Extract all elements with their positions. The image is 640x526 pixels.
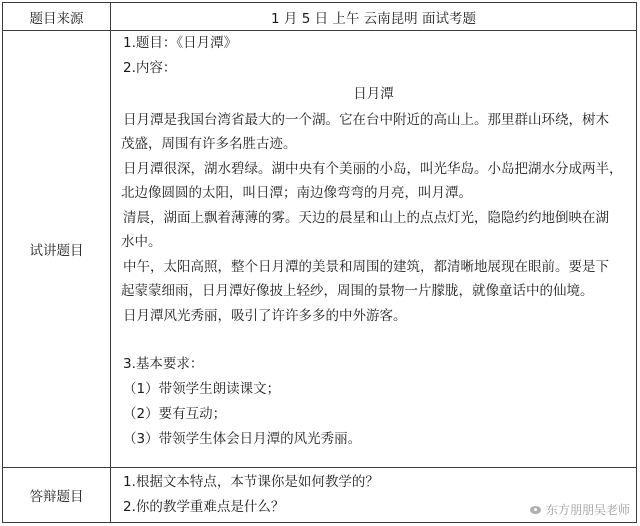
defense-question: 2.你的教学重难点是什么？ <box>123 498 285 515</box>
passage-line: 茂盛，周围有许多名胜古迹。 <box>121 136 297 153</box>
requirement-item: （1）带领学生朗读课文； <box>123 381 281 398</box>
passage-line: 中午，太阳高照，整个日月潭的美景和周围的建筑，都清晰地展现在眼前。要是下 <box>123 259 609 276</box>
source-label: 题目来源 <box>3 3 111 31</box>
passage-line: 日月潭风光秀丽，吸引了许许多多的中外游客。 <box>123 308 407 325</box>
requirement-item: （2）要有互动； <box>123 406 227 423</box>
content-heading: 2.内容： <box>123 60 177 77</box>
passage-title: 日月潭 <box>353 86 394 103</box>
topic-line: 1.题目：《日月潭》 <box>123 35 238 52</box>
watermark-text: 东方朋朋吴老师 <box>545 503 630 517</box>
passage-line: 日月潭是我国台湾省最大的一个湖。它在台中附近的高山上。那里群山环绕，树木 <box>123 112 609 129</box>
passage-line: 日月潭很深，湖水碧绿。湖中央有个美丽的小岛，叫光华岛。小岛把湖水分成两半， <box>123 161 623 178</box>
teaching-content-cell <box>111 31 637 468</box>
defense-question: 1.根据文本特点，本节课你是如何教学的？ <box>123 473 379 490</box>
passage-line: 清晨，湖面上飘着薄薄的雾。天边的晨星和山上的点点灯光，隐隐约约地倒映在湖 <box>123 210 609 227</box>
passage-line: 水中。 <box>121 234 162 251</box>
watermark <box>529 501 630 518</box>
requirement-item: （3）带领学生体会日月潭的风光秀丽。 <box>123 431 362 448</box>
teaching-label: 试讲题目 <box>3 31 111 468</box>
defense-row <box>3 467 637 522</box>
header-row <box>3 3 637 31</box>
passage-line: 起蒙蒙细雨，日月潭好像披上轻纱，周围的景物一片朦胧，就像童话中的仙境。 <box>121 283 594 300</box>
teaching-row <box>3 31 637 468</box>
defense-content-cell <box>111 467 637 522</box>
exam-table <box>2 2 637 523</box>
requirements-heading: 3.基本要求： <box>123 356 204 373</box>
defense-label: 答辩题目 <box>3 467 111 522</box>
passage-line: 北边像圆圆的太阳，叫日潭；南边像弯弯的月亮，叫月潭。 <box>121 185 472 202</box>
weibo-icon <box>529 504 543 515</box>
exam-title: 1 月 5 日 上午 云南昆明 面试考题 <box>111 3 637 31</box>
